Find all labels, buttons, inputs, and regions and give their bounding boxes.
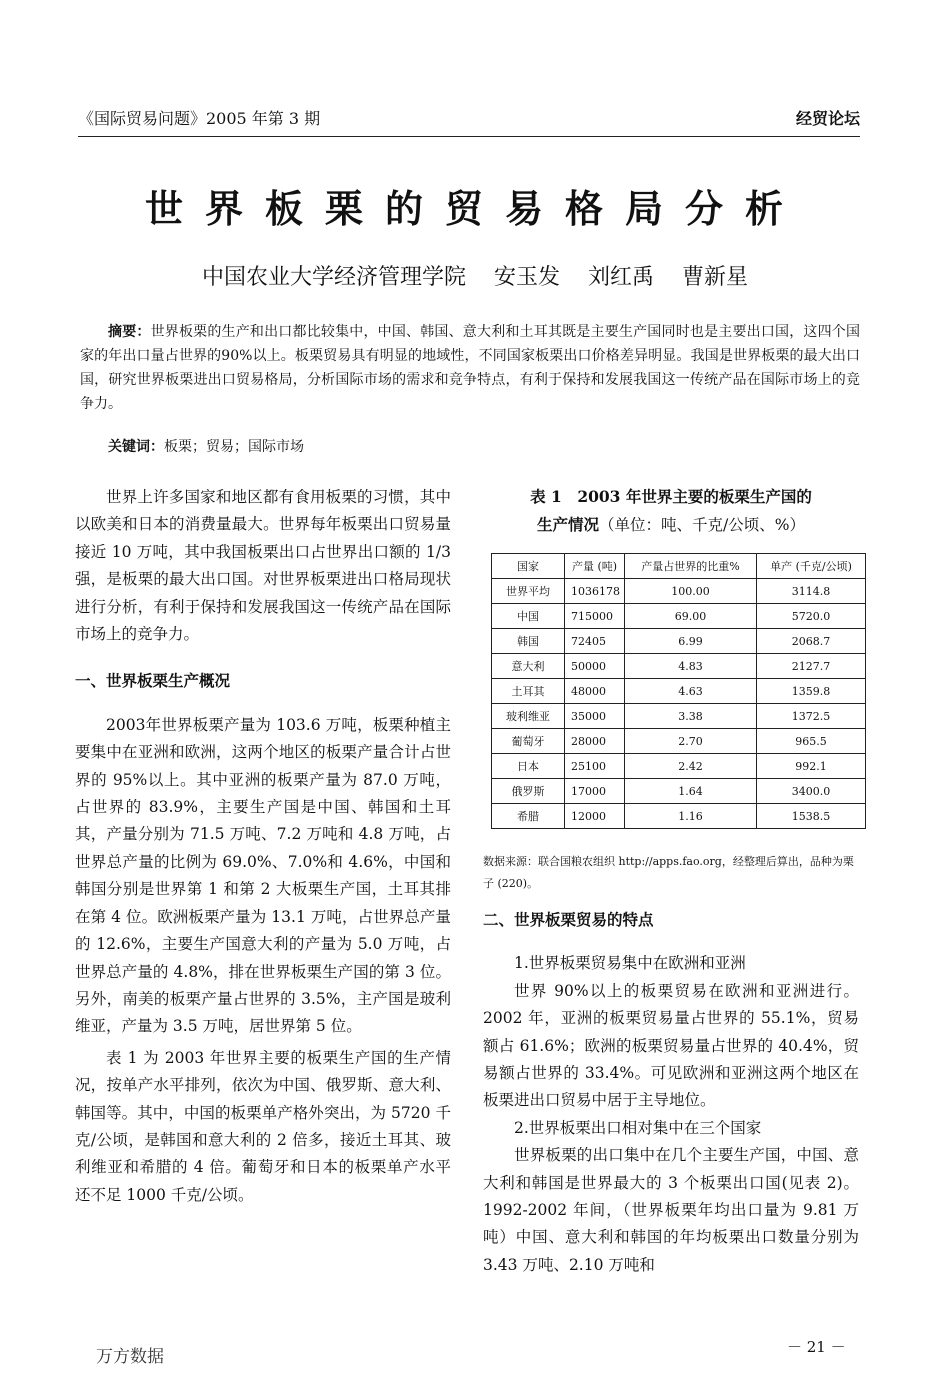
table-cell: 1.16 [625,804,757,829]
author-name: 刘红禹 [588,265,655,290]
table-cell: 48000 [565,679,625,704]
table-row [492,679,866,704]
keywords [108,436,304,456]
table-cell: 3.38 [625,704,757,729]
table-cell: 17000 [565,779,625,804]
table-cell: 1359.8 [757,679,866,704]
keywords-label: 关键词： [108,439,164,455]
table1-caption [483,483,859,539]
article-title: 世界板栗的贸易格局分析 [144,186,805,231]
table-cell: 4.63 [625,679,757,704]
abstract [80,320,860,416]
table-row [492,579,866,604]
table-cell: 5720.0 [757,604,866,629]
table-cell: 1.64 [625,779,757,804]
table-cell: 2127.7 [757,654,866,679]
section1-paragraph-2: 表 1 为 2003 年世界主要的板栗生产国的生产情况，按单产水平排列，依次为中国、俄罗斯、意大利、韩国等。其中，中国的板栗单产格外突出，为 5720 千克/公顷，是韩国和意大利的 2 倍多，接近土耳其、玻利维亚和希腊的 4 倍。葡萄牙和日本的板栗单产水平还不足 1000 千克/公顷。 [75,1048,451,1204]
table-cell: 俄罗斯 [492,779,565,804]
table1-caption-line1: 表 1 2003 年世界主要的板栗生产国的 [530,487,812,506]
table1-caption-unit: （单位：吨、千克/公顷、%） [599,516,805,534]
table-header-cell: 国家 [492,554,565,579]
table-cell: 35000 [565,704,625,729]
table-cell: 4.83 [625,654,757,679]
table-header-cell: 产量占世界的比重% [625,554,757,579]
table-row [492,729,866,754]
watermark-text: 万方数据 [96,1347,164,1367]
table-cell: 韩国 [492,629,565,654]
table-cell: 玻利维亚 [492,704,565,729]
section1-paragraph: 2003年世界板栗产量为 103.6 万吨，板栗种植主要集中在亚洲和欧洲，这两个地区的板栗产量合计占世界的 95%以上。其中亚洲的板栗产量为 87.0 万吨，占世界的 83.9%，主要生产国是中国、韩国和土耳其，产量分别为 71.5 万吨、7.2 万吨和 4.8 万吨，占世界总产量的比例为 69.0%、7.0%和 4.6%，中国和韩国分别是世界第 1 和第 2 大板栗生产国，土耳其排在第 4 位。欧洲板栗产量为 13.1 万吨，占世界总产量的 12.6%，主要生产国意大利的产量为 5.0 万吨，占世界总产量的 4.8%，排在世界板栗生产国的第 3 位。另外，南美的板栗产量占世界的 3.5%，主产国是玻利维亚，产量为 3.5 万吨，居世界第 5 位。 [75,715,451,1036]
table-cell: 715000 [565,604,625,629]
keywords-text: 板栗；贸易；国际市场 [164,439,304,455]
table-row [492,754,866,779]
table-cell: 2.42 [625,754,757,779]
header-rule [78,136,860,137]
table-header-cell: 产量 (吨) [565,554,625,579]
journal-header: 《国际贸易问题》2005 年第 3 期 [78,109,321,128]
table-cell: 25100 [565,754,625,779]
authors-line [0,260,950,291]
table1 [491,553,866,829]
table-cell: 2.70 [625,729,757,754]
table-cell: 50000 [565,654,625,679]
table-header-row [492,554,866,579]
subsection1-heading: 1.世界板栗贸易集中在欧洲和亚洲 [514,954,746,973]
table-cell: 992.1 [757,754,866,779]
table-row [492,629,866,654]
table-row [492,779,866,804]
table-cell: 1538.5 [757,804,866,829]
table-cell: 1036178 [565,579,625,604]
table1-caption-bold: 生产情况 [537,515,600,534]
section2-heading: 二、世界板栗贸易的特点 [483,910,654,929]
table-cell: 希腊 [492,804,565,829]
affiliation: 中国农业大学经济管理学院 [201,265,466,290]
table1-source: 数据来源：联合国粮农组织 http://apps.fao.org，经整理后算出，品种为栗子 (220)。 [483,855,854,890]
page-number: － 21 － [787,1338,846,1356]
table-cell: 12000 [565,804,625,829]
table-cell: 世界平均 [492,579,565,604]
table-cell: 2068.7 [757,629,866,654]
table-row [492,654,866,679]
table-row [492,804,866,829]
author-name: 安玉发 [493,265,560,290]
table-cell: 69.00 [625,604,757,629]
table-cell: 28000 [565,729,625,754]
table-cell: 965.5 [757,729,866,754]
table-header-cell: 单产 (千克/公顷) [757,554,866,579]
table-cell: 6.99 [625,629,757,654]
table-cell: 葡萄牙 [492,729,565,754]
subsection2-paragraph: 世界板栗的出口集中在几个主要生产国，中国、意大利和韩国是世界最大的 3 个板栗出口国(见表 2)。1992-2002 年间，（世界板栗年均出口量为 9.81 万吨）中国、意大利和韩国的年均板栗出口数量分别为 3.43 万吨、2.10 万吨和 [483,1146,859,1274]
section-header: 经贸论坛 [795,109,860,128]
table-cell: 1372.5 [757,704,866,729]
table-cell: 中国 [492,604,565,629]
abstract-text: 世界板栗的生产和出口都比较集中，中国、韩国、意大利和土耳其既是主要生产国同时也是主要出口国，这四个国家的年出口量占世界的90%以上。板栗贸易具有明显的地域性，不同国家板栗出口价格差异明显。我国是世界板栗的最大出口国，研究世界板栗进出口贸易格局，分析国际市场的需求和竞争特点，有利于保持和发展我国这一传统产品在国际市场上的竞争力。 [80,324,860,412]
table-cell: 土耳其 [492,679,565,704]
table-row [492,604,866,629]
subsection1-paragraph: 世界 90%以上的板栗贸易在欧洲和亚洲进行。2002 年，亚洲的板栗贸易量占世界的 55.1%，贸易额占 61.6%；欧洲的板栗贸易量占世界的 40.4%，贸易额占世界的 33.4%。可见欧洲和亚洲这两个地区在板栗进出口贸易中居于主导地位。 [483,981,859,1110]
table1-caption-line2 [483,511,859,539]
abstract-label: 摘要： [108,324,151,340]
table-cell: 日本 [492,754,565,779]
table-row [492,704,866,729]
left-column [75,484,451,1209]
table-cell: 100.00 [625,579,757,604]
table-cell: 72405 [565,629,625,654]
subsection2-heading: 2.世界板栗出口相对集中在三个国家 [514,1118,762,1137]
author-name: 曹新星 [682,265,749,290]
table-cell: 意大利 [492,654,565,679]
right-column [483,906,859,1279]
table-cell: 3400.0 [757,779,866,804]
table-cell: 3114.8 [757,579,866,604]
section1-heading: 一、世界板栗生产概况 [75,671,231,691]
intro-paragraph: 世界上许多国家和地区都有食用板栗的习惯，其中以欧美和日本的消费量最大。世界每年板栗出口贸易量接近 10 万吨，其中我国板栗出口占世界出口额的 1/3 强，是板栗的最大出口国。对世界板栗进出口格局现状进行分析，有利于保持和发展我国这一传统产品在国际市场上的竞争力。 [75,488,451,644]
